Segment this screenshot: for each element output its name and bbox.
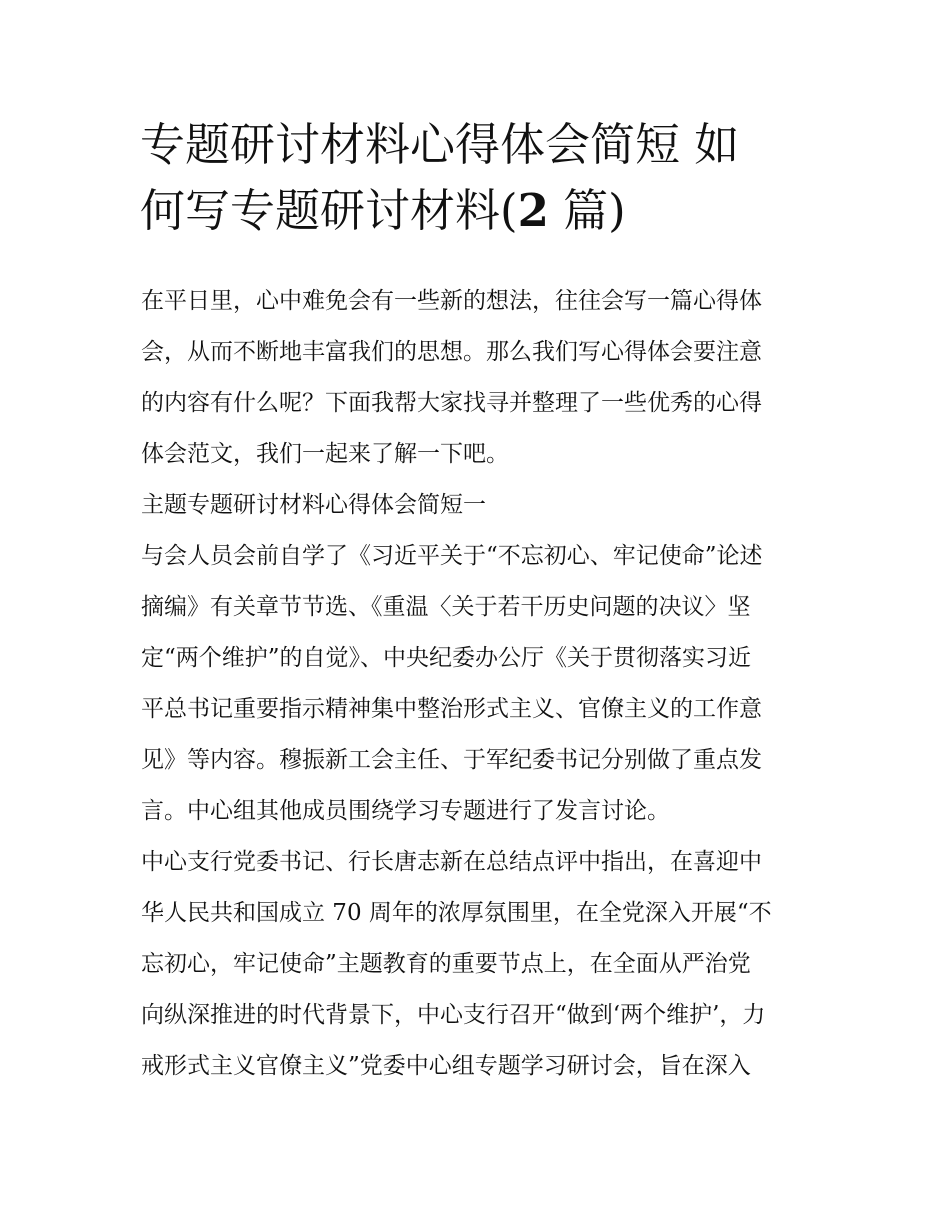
body-line: 会，从而不断地丰富我们的思想。那么我们写心得体会要注意 (141, 339, 762, 365)
body-line: 中心支行党委书记、行长唐志新在总结点评中指出，在喜迎中 (141, 849, 762, 875)
body-line: 体会范文，我们一起来了解一下吧。 (141, 441, 509, 467)
body-line: 见》等内容。穆振新工会主任、于军纪委书记分别做了重点发 (141, 747, 762, 773)
body-line: 的内容有什么呢？下面我帮大家找寻并整理了一些优秀的心得 (141, 390, 762, 416)
document-title (140, 112, 820, 244)
title-line-1: 专题研讨材料心得体会简短 如 (140, 118, 740, 171)
body-line: 忘初心，牢记使命”主题教育的重要节点上，在全面从严治党 (141, 951, 751, 977)
body-line: 向纵深推进的时代背景下，中心支行召开“做到‘两个维护’，力 (141, 1002, 766, 1028)
body-line: 定“两个维护”的自觉》、中央纪委办公厅《关于贯彻落实习近 (141, 645, 752, 671)
body-line: 华人民共和国成立 70 周年的浓厚氛围里，在全党深入开展“不 (141, 900, 772, 926)
section-heading: 主题专题研讨材料心得体会简短一 (141, 492, 486, 518)
document-body (141, 281, 819, 1097)
body-line: 言。中心组其他成员围绕学习专题进行了发言讨论。 (141, 798, 670, 824)
body-line: 戒形式主义官僚主义”党委中心组专题学习研讨会，旨在深入 (141, 1053, 751, 1079)
title-line-2-number: 2 (517, 184, 549, 237)
title-line-2-prefix: 何写专题研讨材料( (140, 184, 518, 237)
body-line: 与会人员会前自学了《习近平关于“不忘初心、牢记使命”论述 (141, 543, 763, 569)
body-line: 摘编》有关章节节选、《重温〈关于若干历史问题的决议〉坚 (141, 594, 751, 620)
body-line: 在平日里，心中难免会有一些新的想法，往往会写一篇心得体 (141, 288, 762, 314)
title-line-2-suffix: 篇) (548, 184, 626, 237)
body-line: 平总书记重要指示精神集中整治形式主义、官僚主义的工作意 (141, 696, 762, 722)
